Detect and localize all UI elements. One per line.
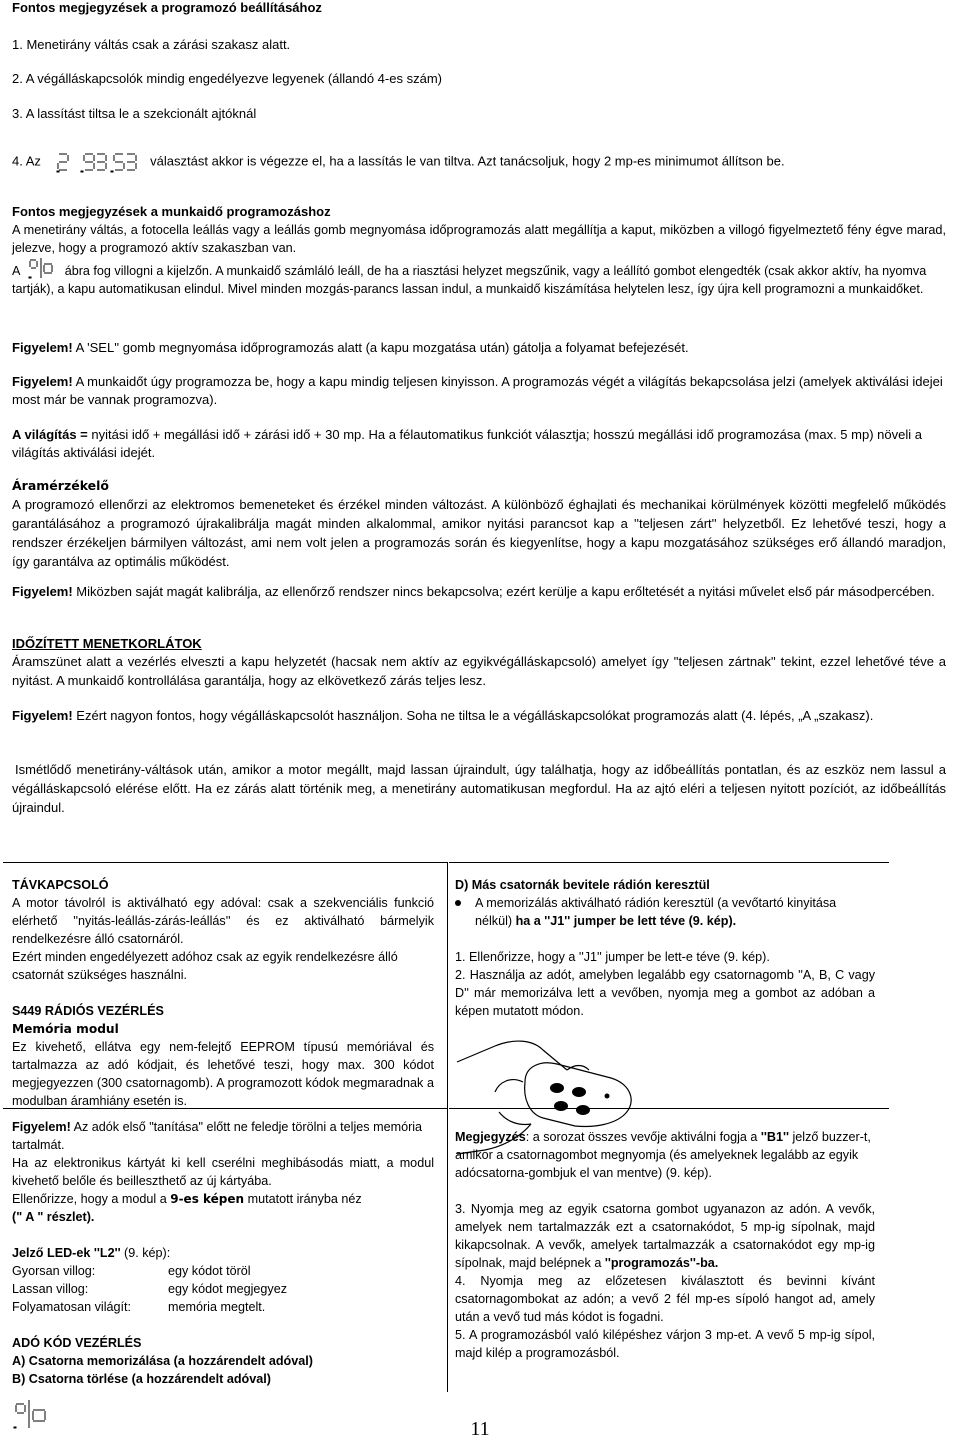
section-programmer-title: Fontos megjegyzések a programozó beállításához [12, 0, 322, 15]
led-row-2 [12, 1280, 434, 1298]
warning-label: Figyelem! [12, 340, 73, 355]
memory-module-title: Memória modul [12, 1022, 119, 1036]
note-item-3: 3. A lassítást tiltsa le a szekcionált ajtóknál [12, 106, 257, 121]
bullet-icon [455, 900, 461, 906]
warning-text: A 'SEL'' gomb megnyomása időprogramozás alatt (a kapu mozgatása után) gátolja a folyamat befejezését. [72, 340, 689, 355]
note-item-1: 1. Menetirány váltás csak a zárási szakasz alatt. [12, 37, 291, 52]
section-timed-limits-title: IDŐZÍTETT MENETKORLÁTOK [12, 636, 202, 651]
seven-segment-display-icon [55, 151, 139, 173]
lighting-label: A világítás = [12, 427, 88, 442]
warning-text: A munkaidőt úgy programozza be, hogy a kapu mindig teljesen kinyisson. A programozás végét a világítás bekapcsolása jelzi (amelyek aktiválási idejei most már be vannak programozva). [12, 374, 943, 407]
module-orientation-detail: (" A " részlet). [12, 1210, 95, 1224]
led-meaning: egy kódot töröl [168, 1264, 251, 1278]
bullet-text-bold: ha a ''J1'' jumper be lett téve (9. kép). [515, 914, 737, 928]
lighting-formula [12, 426, 946, 462]
warning-label: Figyelem! [12, 584, 73, 599]
warning-label: Figyelem! [12, 1120, 71, 1134]
led-state: Lassan villog: [12, 1282, 89, 1296]
led-title-ref: (9. kép): [120, 1246, 171, 1260]
timed-limits-paragraph-2: Ismétlődő menetirány-váltások után, amikor a motor megállt, majd lassan újraindult, úgy találhatja, hogy az időbeállítás pontatlan, és az eszköz nem lassul a végálláskapcsoló elérése előtt. Ha ez zárás alatt történik meg, a menetirány automatikusan megfordul. Ha az ajtó eléri a teljesen nyitott pozíciót, az időbeállítás újraindul. [12, 762, 946, 815]
card-replacement-paragraph: Ha az elektronikus kártyát ki kell cserélni meghibásodás miatt, a modul kivehető belőle és beilleszthető az új kártyába. [12, 1156, 434, 1188]
worktime-warning-sel [12, 339, 946, 357]
column-divider [447, 862, 448, 1392]
led-meaning: memória megtelt. [168, 1300, 266, 1314]
module-orientation-part-2: 9-es képen [170, 1192, 245, 1206]
worktime-paragraph-2-prefix: A [12, 264, 20, 278]
led-title [12, 1244, 434, 1262]
note-item-4 [12, 151, 785, 173]
lighting-text: nyitási idő + megállási idő + zárási idő + 30 mp. Ha a félautomatikus funkciót választja; hosszú megállási idő programozása (max. 5 mp) növeli a világítás aktiválási idejét. [12, 427, 922, 460]
led-state: Gyorsan villog: [12, 1264, 96, 1278]
left-column [12, 876, 434, 1110]
warning-text: Az adók első "tanítása" előtt ne feledje törölni a teljes memória tartalmát. [12, 1120, 423, 1152]
module-orientation-part-3: mutatott irányba néz [244, 1192, 362, 1206]
radio-step-4: 4. Nyomja meg az előzetesen kiválasztott és bevinni kívánt csatornagombokat az adón; a vevő 2 fél mp-es sípoló hangot ad, amely után a vevő tud más kódot is fogadni. [455, 1274, 875, 1324]
radio-step-5: 5. A programozásból való kilépéshez várjon 3 mp-et. A vevő 5 mp-ig sípol, majd kilép a programozásból. [455, 1328, 875, 1360]
memory-module-paragraph: Ez kivehető, ellátva egy nem-felejtő EEPROM típusú memóriával és tartalmazza az adó kódjait, és lehetővé teszi, hogy max. 300 kódot megjegyezzen (300 csatornagomb). A programozott kódok megmaradnak a modulban áramhiány esetén is. [12, 1040, 434, 1108]
note-text-3: jelző buzzer-t, amikor a csatornagombot megnyomja (és amelyeknek legalább az egyik adócsatorna-gombjuk el van mentve) (9. kép). [455, 1130, 871, 1180]
led-meaning: egy kódot megjegyez [168, 1282, 288, 1296]
warning-text: Miközben saját magát kalibrálja, az ellenőrző rendszer nincs bekapcsolva; ezért kerülje a kapu erőltetését a nyitási művelet első pár másodpercében. [72, 584, 935, 599]
page-number: 11 [470, 1418, 490, 1440]
led-state: Folyamatosan világít: [12, 1300, 131, 1314]
remote-control-title: TÁVKAPCSOLÓ [12, 878, 109, 892]
memory-warning [12, 1118, 434, 1154]
worktime-warning-open [12, 373, 946, 409]
section-worktime-title: Fontos megjegyzések a munkaidő programozáshoz [12, 204, 331, 219]
note-item-4-text: választást akkor is végezze el, ha a lassítás le van tiltva. Azt tanácsoljuk, hogy 2 mp-es minimumot állítson be. [150, 153, 785, 169]
led-row-1 [12, 1262, 434, 1280]
radio-step-2: 2. Használja az adót, amelyben legalább egy csatornagomb ''A, B, C vagy D'' már memorizálva lett a vevőben, nyomja meg a gombot az adóban a képen mutatott módon. [455, 968, 875, 1018]
warning-label: Figyelem! [12, 708, 73, 723]
led-title-bold: Jelző LED-ek ''L2'' [12, 1246, 121, 1260]
radio-step-3-text: 3. Nyomja meg az egyik csatorna gombot ugyanazon az adón. A vevők, amelyek nem tartalmazzák ezt a csatornakódot, 5 mp-ig sípolnak, majd kikapcsolnak. A vevők, amelyek tartalmazzák a csatornakódot egy mp-ig sípolnak, majd belépnek a [455, 1202, 875, 1270]
led-row-3 [12, 1298, 434, 1316]
code-control-title: ADÓ KÓD VEZÉRLÉS [12, 1336, 142, 1350]
section-current-sensor-title: Áramérzékelő [12, 478, 110, 493]
right-box-top-border [449, 862, 889, 863]
note-label: Megjegyzés [455, 1130, 526, 1144]
buzzer-note [455, 1128, 875, 1182]
radio-entry-bullet [455, 894, 875, 930]
warning-text: Ezért nagyon fontos, hogy végálláskapcsolót használjon. Soha ne tiltsa le a végálláskapcsolókat programozás alatt (4. lépés, „A „szakasz). [72, 708, 874, 723]
code-control-item-b: B) Csatorna törlése (a hozzárendelt adóval) [12, 1372, 271, 1386]
radio-step-3-bold: ''programozás''-ba. [604, 1256, 719, 1270]
radio-control-title: S449 RÁDIÓS VEZÉRLÉS [12, 1004, 164, 1018]
timed-limits-warning [12, 706, 946, 725]
left-column-lower [12, 1118, 434, 1437]
stop-display-icon [27, 256, 55, 280]
radio-step-3 [455, 1200, 875, 1272]
left-box-top-border [3, 862, 447, 863]
note-item-4-prefix: 4. Az [12, 153, 41, 169]
radio-step-1: 1. Ellenőrizze, hogy a ''J1'' jumper be lett-e téve (9. kép). [455, 950, 770, 964]
current-sensor-paragraph: A programozó ellenőrzi az elektromos bemeneteket és érzékel minden változást. A különböző éghajlati és mechanikai körülmények közötti megfelelő működés garantálásához a programozó újrakalibrálja magát minden alkalommal, amikor nyitási parancsot kap a ''teljesen zárt'' helyzetből. Ez lehetővé teszi, hogy a rendszer érzékeljen bármilyen változást, ami nem volt jelen a programozás során és kiegyenlítse, hogy a kapu mozgatásához szükséges erő állandó maradjon, így garantálva az optimális működést. [12, 497, 946, 569]
module-orientation-part-1: Ellenőrizze, hogy a modul a [12, 1192, 171, 1206]
worktime-paragraph-2-text: ábra fog villogni a kijelzőn. A munkaidő számláló leáll, de ha a riasztási helyzet megszűnik, vagy a leállító gombot elengedték (csak akkor aktív, ha nyomva tartják), a kapu automatikusan elindul. Mivel minden mozgás-parancs lassan indul, a munkaidő kiszámítása helytelen lesz, így újra kell programozni a munkaidőket. [12, 264, 927, 296]
remote-control-paragraph-2: Ezért minden engedélyezett adóhoz csak az egyik rendelkezésre álló csatornát szükséges használni. [12, 950, 398, 982]
worktime-paragraph-2 [12, 262, 946, 298]
radio-entry-title: D) Más csatornák bevitele rádión keresztül [455, 878, 710, 892]
timed-limits-paragraph-1: Áramszünet alatt a vezérlés elveszti a kapu helyzetét (hacsak nem aktív az egyikvégálláskapcsoló) amelyet így ''teljesen zártnak'' tekint, ezzel lehetővé téve a nyitást. A munkaidő kontrollálása garantálja, hogy az elkövetkező zárás teljes lesz. [12, 654, 946, 688]
warning-label: Figyelem! [12, 374, 73, 389]
right-column-lower [455, 1128, 875, 1362]
remote-control-paragraph-1: A motor távolról is aktiválható egy adóval: csak a szekvenciális funkció elérhető ''nyitás-leállás-zárás-leállás'' és ez aktiválható bármelyik rendelkezésre álló csatornáról. [12, 896, 434, 946]
worktime-paragraph-1: A menetirány váltás, a fotocella leállás vagy a leállás gomb megnyomása időprogramozás alatt megállítja a kaput, miközben a villogó figyelmeztető fény égve marad, jelezve, hogy a programozó aktív szakaszban van. [12, 223, 946, 255]
code-control-item-a: A) Csatorna memorizálása (a hozzárendelt adóval) [12, 1354, 313, 1368]
current-sensor-warning [12, 583, 946, 601]
note-text-2: ''B1'' [760, 1130, 789, 1144]
module-orientation-text [12, 1190, 434, 1208]
note-text-1: : a sorozat összes vevője aktiválni fogja a [525, 1130, 761, 1144]
note-item-2: 2. A végálláskapcsolók mindig engedélyezve legyenek (állandó 4-es szám) [12, 71, 442, 86]
bullet-text: A memorizálás aktiválható rádión keresztül (a vevőtartó kinyitása nélkül) [475, 896, 837, 928]
